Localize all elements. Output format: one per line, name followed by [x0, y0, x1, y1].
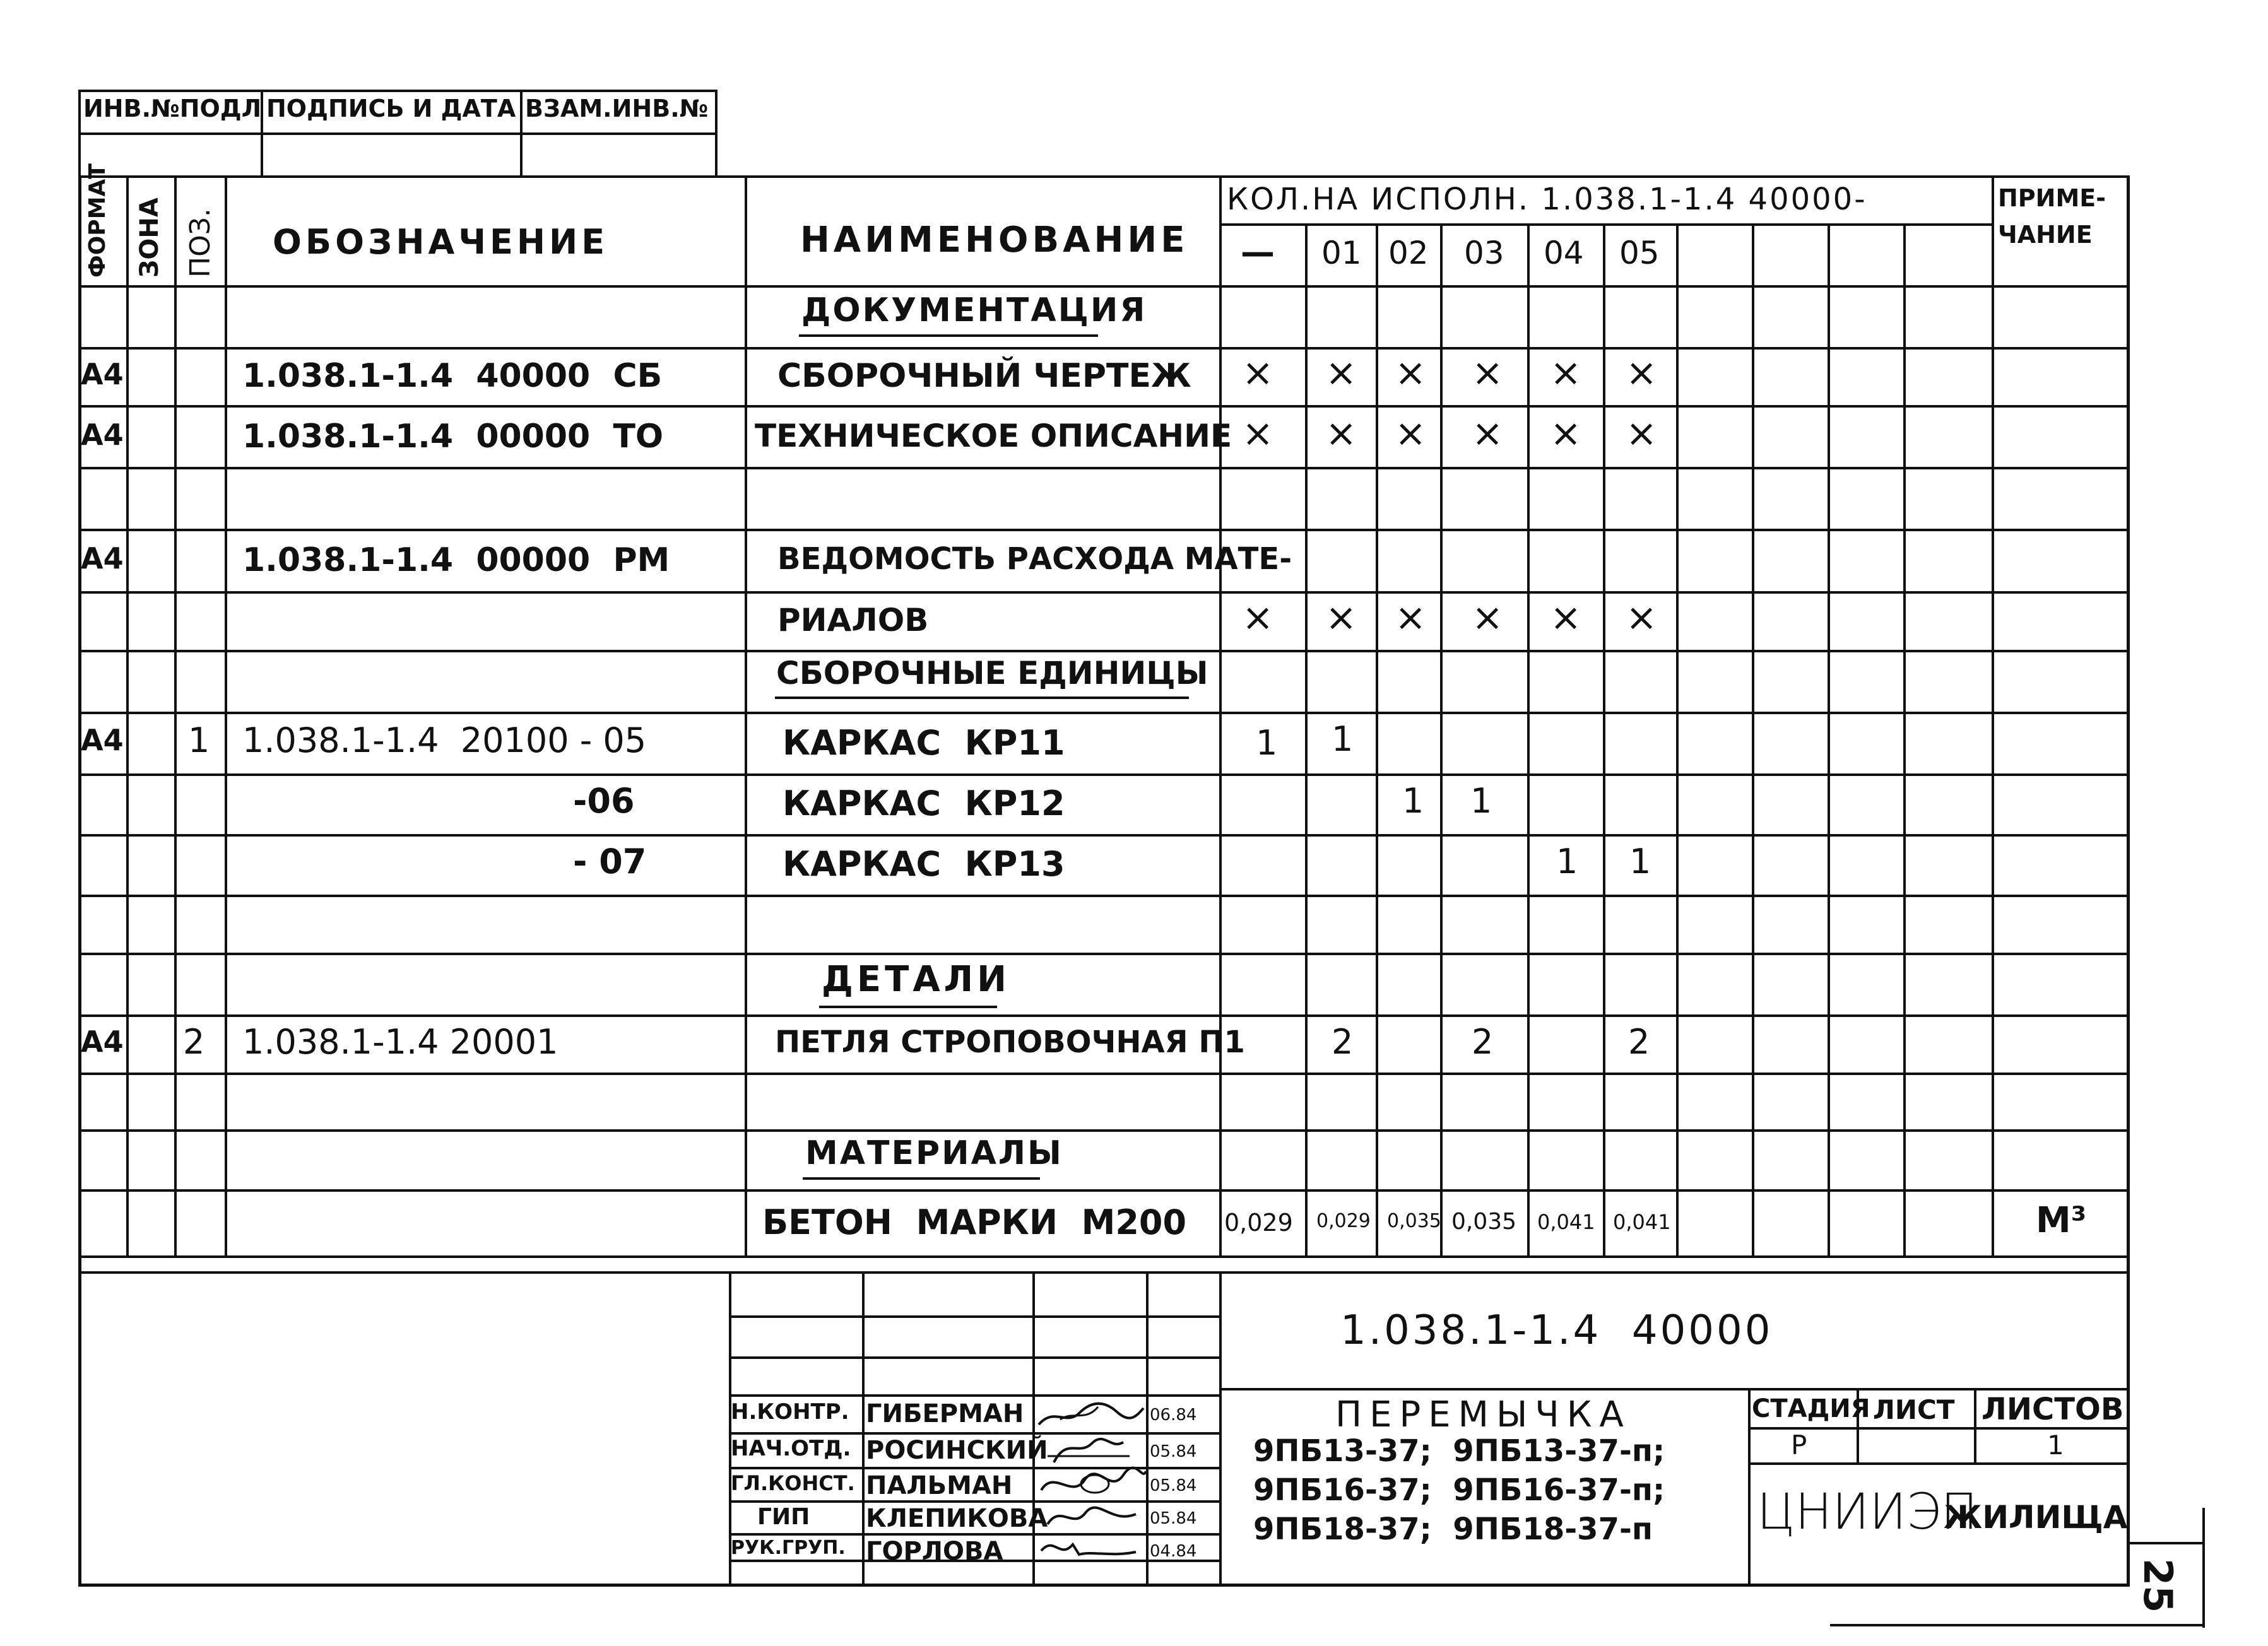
- stage-value: Р: [1791, 1430, 1807, 1461]
- cell-name: БЕТОН МАРКИ М200: [762, 1202, 1187, 1242]
- sheets-label: ЛИСТОВ: [1982, 1392, 2124, 1427]
- col-header-designation: ОБОЗНАЧЕНИЕ: [273, 222, 609, 262]
- cell-name: РИАЛОВ: [777, 602, 929, 638]
- cell-qty: 1: [1256, 723, 1278, 763]
- handwritten-signature: [1035, 1499, 1146, 1534]
- cell-qty: ×: [1472, 351, 1504, 395]
- cell-pos: 2: [183, 1022, 205, 1062]
- sheet-label: ЛИСТ: [1873, 1394, 1955, 1425]
- cell-qty: 1: [1556, 842, 1578, 881]
- cell-format: А4: [81, 1025, 124, 1059]
- cell-qty: ×: [1395, 411, 1427, 456]
- col-header-format: ФОРМАТ: [85, 163, 110, 278]
- cell-qty: 0,035: [1387, 1210, 1441, 1232]
- cell-designation: 1.038.1-1.4 00000 РМ: [242, 541, 670, 579]
- cell-qty: ×: [1242, 596, 1274, 640]
- variant-header-05: 05: [1619, 235, 1660, 271]
- cell-qty: ×: [1325, 596, 1357, 640]
- product-variants-line-1: 9ПБ13-37; 9ПБ13-37-п;: [1253, 1433, 1665, 1469]
- cell-qty: 1: [1629, 842, 1651, 881]
- signature-date: 06.84: [1150, 1406, 1197, 1425]
- cell-format: А4: [81, 418, 124, 452]
- page-number: 25: [2135, 1558, 2181, 1613]
- col-header-note-1: ПРИМЕ-: [1998, 184, 2106, 212]
- cell-qty: ×: [1325, 351, 1357, 395]
- cell-name: ВЕДОМОСТЬ РАСХОДА МАТЕ-: [777, 541, 1292, 577]
- signature-role: РУК.ГРУП.: [731, 1537, 846, 1559]
- cell-qty: ×: [1550, 596, 1582, 640]
- variant-header-base: —: [1241, 232, 1275, 272]
- cell-qty: 0,029: [1224, 1209, 1293, 1237]
- section-heading-materials: МАТЕРИАЛЫ: [805, 1134, 1063, 1172]
- product-variants-line-2: 9ПБ16-37; 9ПБ16-37-п;: [1253, 1473, 1665, 1508]
- variant-header-03: 03: [1464, 235, 1504, 271]
- cell-qty: ×: [1242, 411, 1274, 456]
- signature-name: ПАЛЬМАН: [866, 1471, 1013, 1500]
- cell-qty: 1: [1402, 781, 1424, 821]
- cell-qty: ×: [1472, 411, 1504, 456]
- variant-header-04: 04: [1544, 235, 1584, 271]
- signature-name: КЛЕПИКОВА: [866, 1504, 1048, 1533]
- section-heading-assembly-units: СБОРОЧНЫЕ ЕДИНИЦЫ: [776, 655, 1208, 691]
- cell-name: ПЕТЛЯ СТРОПОВОЧНАЯ П1: [775, 1025, 1245, 1060]
- cell-format: А4: [81, 723, 124, 757]
- cell-qty: ×: [1626, 351, 1658, 395]
- cell-qty: 1: [1470, 781, 1492, 821]
- stamp-inv-label: ИНВ.№ПОДЛ: [83, 95, 262, 122]
- cell-name: КАРКАС КР11: [783, 723, 1065, 763]
- cell-qty: 2: [1628, 1022, 1650, 1062]
- cell-designation: 1.038.1-1.4 20001: [242, 1022, 558, 1062]
- signature-date: 05.84: [1150, 1442, 1197, 1461]
- cell-name: СБОРОЧНЫЙ ЧЕРТЕЖ: [777, 357, 1191, 395]
- handwritten-signature: [1035, 1394, 1146, 1432]
- col-header-pos: ПОЗ.: [184, 208, 216, 278]
- cell-qty: 0,041: [1613, 1210, 1671, 1234]
- col-header-qty-title: КОЛ.НА ИСПОЛН. 1.038.1-1.4 40000-: [1227, 182, 1867, 217]
- cell-qty: ×: [1472, 596, 1504, 640]
- cell-name: КАРКАС КР13: [783, 844, 1065, 884]
- cell-qty: 0,041: [1537, 1210, 1595, 1234]
- cell-qty: ×: [1550, 351, 1582, 395]
- cell-qty: 0,029: [1316, 1210, 1371, 1232]
- stamp-replace-label: ВЗАМ.ИНВ.№: [525, 95, 709, 122]
- handwritten-signature: [1035, 1532, 1146, 1563]
- cell-qty: ×: [1395, 351, 1427, 395]
- variant-header-01: 01: [1321, 235, 1362, 271]
- cell-designation: - 07: [573, 842, 647, 881]
- cell-qty: ×: [1550, 411, 1582, 456]
- cell-qty: ×: [1626, 596, 1658, 640]
- stage-label: СТАДИЯ: [1752, 1394, 1870, 1423]
- cell-qty: 2: [1332, 1022, 1354, 1062]
- cell-name: ТЕХНИЧЕСКОЕ ОПИСАНИЕ: [755, 418, 1232, 454]
- cell-qty: ×: [1395, 596, 1427, 640]
- product-variants-line-3: 9ПБ18-37; 9ПБ18-37-п: [1253, 1512, 1653, 1547]
- cell-designation: 1.038.1-1.4 20100 - 05: [242, 720, 647, 760]
- variant-header-02: 02: [1388, 235, 1429, 271]
- organization-name: ЦНИИЭП: [1757, 1484, 1978, 1541]
- cell-qty: ×: [1325, 411, 1357, 456]
- cell-name: КАРКАС КР12: [783, 784, 1065, 823]
- signature-name: ГИБЕРМАН: [866, 1399, 1024, 1428]
- cell-qty: 2: [1472, 1022, 1494, 1062]
- stamp-sign-label: ПОДПИСЬ И ДАТА: [266, 95, 516, 122]
- cell-designation: 1.038.1-1.4 00000 ТО: [242, 418, 664, 456]
- cell-qty: 0,035: [1451, 1209, 1517, 1235]
- cell-qty: 1: [1332, 719, 1354, 759]
- section-heading-parts: ДЕТАЛИ: [822, 959, 1011, 1000]
- signature-role: ГИП: [757, 1504, 810, 1530]
- signature-date: 05.84: [1150, 1509, 1197, 1528]
- col-header-note-2: ЧАНИЕ: [1998, 221, 2093, 249]
- cell-qty: ×: [1242, 351, 1274, 395]
- signature-date: 04.84: [1150, 1542, 1197, 1561]
- col-header-name: НАИМЕНОВАНИЕ: [800, 220, 1189, 261]
- cell-designation: -06: [573, 781, 635, 821]
- cell-format: А4: [81, 357, 124, 391]
- cell-note-unit: М³: [2036, 1200, 2087, 1241]
- product-title: ПЕРЕМЫЧКА: [1335, 1394, 1631, 1435]
- handwritten-signature: [1035, 1462, 1149, 1503]
- cell-pos: 1: [188, 720, 210, 760]
- signature-name: ГОРЛОВА: [866, 1537, 1003, 1566]
- col-header-zone: ЗОНА: [135, 197, 164, 278]
- organization-name-2: ЖИЛИЩА: [1944, 1499, 2128, 1536]
- signature-role: ГЛ.КОНСТ.: [731, 1471, 855, 1495]
- cell-designation: 1.038.1-1.4 40000 СБ: [242, 357, 663, 395]
- cell-format: А4: [81, 541, 124, 575]
- document-code: 1.038.1-1.4 40000: [1340, 1307, 1773, 1354]
- signature-role: Н.КОНТР.: [731, 1399, 849, 1425]
- sheets-value: 1: [2047, 1430, 2064, 1461]
- section-heading-documentation: ДОКУМЕНТАЦИЯ: [801, 291, 1147, 329]
- signature-name: РОСИНСКИЙ: [866, 1436, 1048, 1465]
- signature-date: 05.84: [1150, 1476, 1197, 1495]
- cell-qty: ×: [1626, 411, 1658, 456]
- signature-role: НАЧ.ОТД.: [731, 1436, 851, 1461]
